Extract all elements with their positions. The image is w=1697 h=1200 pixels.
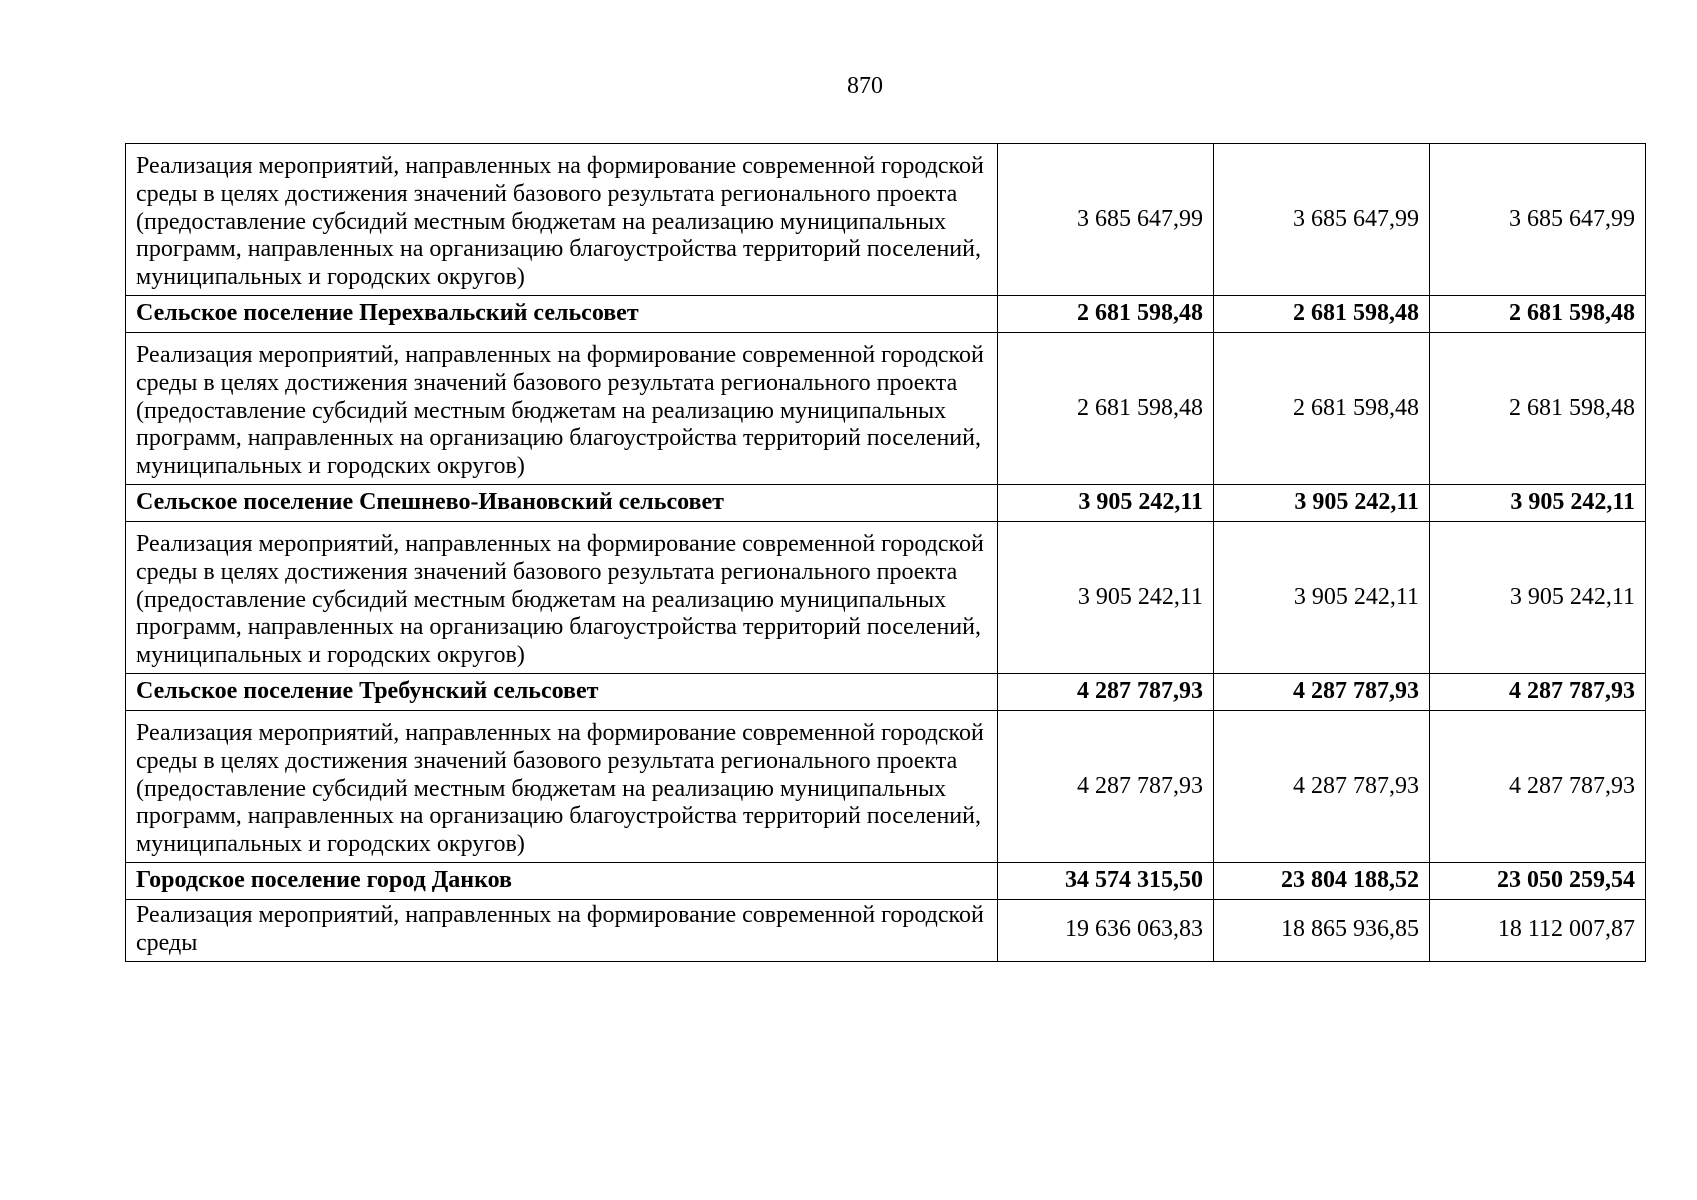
row-value-1: 2 681 598,48 (998, 332, 1214, 484)
row-value-1: 3 685 647,99 (998, 144, 1214, 296)
row-value-2: 3 905 242,11 (1214, 521, 1430, 673)
row-value-2: 4 287 787,93 (1214, 710, 1430, 862)
table-row-subtotal (126, 673, 1646, 710)
table-row (126, 144, 1646, 296)
page-number: 870 (847, 73, 883, 99)
table-row (126, 710, 1646, 862)
budget-table (125, 143, 1646, 962)
budget-table-body (126, 144, 1646, 962)
row-value-2: 4 287 787,93 (1214, 673, 1430, 710)
row-value-2: 2 681 598,48 (1214, 295, 1430, 332)
row-value-2: 23 804 188,52 (1214, 862, 1430, 899)
row-value-3: 4 287 787,93 (1430, 673, 1646, 710)
row-value-1: 3 905 242,11 (998, 484, 1214, 521)
row-value-2: 3 685 647,99 (1214, 144, 1430, 296)
row-description: Реализация мероприятий, направленных на формирование современной городской среды (126, 899, 998, 961)
row-description: Реализация мероприятий, направленных на формирование современной городской среды в целях достижения значений базового результата регионального проекта (предоставление субсидий местным бюджетам на реализацию муниципальных программ, направленных на организацию благоустройства территорий поселений, муниципальных и городских округов) (126, 710, 998, 862)
row-value-3: 23 050 259,54 (1430, 862, 1646, 899)
table-row (126, 332, 1646, 484)
row-value-3: 3 905 242,11 (1430, 484, 1646, 521)
row-value-2: 18 865 936,85 (1214, 899, 1430, 961)
row-value-3: 3 685 647,99 (1430, 144, 1646, 296)
row-value-3: 2 681 598,48 (1430, 332, 1646, 484)
row-value-3: 3 905 242,11 (1430, 521, 1646, 673)
row-value-2: 3 905 242,11 (1214, 484, 1430, 521)
table-row-subtotal (126, 484, 1646, 521)
row-description: Городское поселение город Данков (126, 862, 998, 899)
row-value-3: 2 681 598,48 (1430, 295, 1646, 332)
row-value-1: 34 574 315,50 (998, 862, 1214, 899)
row-description: Сельское поселение Требунский сельсовет (126, 673, 998, 710)
row-value-1: 4 287 787,93 (998, 710, 1214, 862)
row-description: Реализация мероприятий, направленных на формирование современной городской среды в целях достижения значений базового результата регионального проекта (предоставление субсидий местным бюджетам на реализацию муниципальных программ, направленных на организацию благоустройства территорий поселений, муниципальных и городских округов) (126, 332, 998, 484)
row-value-1: 19 636 063,83 (998, 899, 1214, 961)
row-value-3: 4 287 787,93 (1430, 710, 1646, 862)
row-value-3: 18 112 007,87 (1430, 899, 1646, 961)
table-row (126, 521, 1646, 673)
table-row (126, 899, 1646, 961)
row-value-1: 2 681 598,48 (998, 295, 1214, 332)
table-row-subtotal (126, 862, 1646, 899)
row-value-1: 4 287 787,93 (998, 673, 1214, 710)
row-value-2: 2 681 598,48 (1214, 332, 1430, 484)
row-value-1: 3 905 242,11 (998, 521, 1214, 673)
row-description: Сельское поселение Перехвальский сельсовет (126, 295, 998, 332)
row-description: Реализация мероприятий, направленных на формирование современной городской среды в целях достижения значений базового результата регионального проекта (предоставление субсидий местным бюджетам на реализацию муниципальных программ, направленных на организацию благоустройства территорий поселений, муниципальных и городских округов) (126, 144, 998, 296)
row-description: Сельское поселение Спешнево-Ивановский сельсовет (126, 484, 998, 521)
table-row-subtotal (126, 295, 1646, 332)
row-description: Реализация мероприятий, направленных на формирование современной городской среды в целях достижения значений базового результата регионального проекта (предоставление субсидий местным бюджетам на реализацию муниципальных программ, направленных на организацию благоустройства территорий поселений, муниципальных и городских округов) (126, 521, 998, 673)
